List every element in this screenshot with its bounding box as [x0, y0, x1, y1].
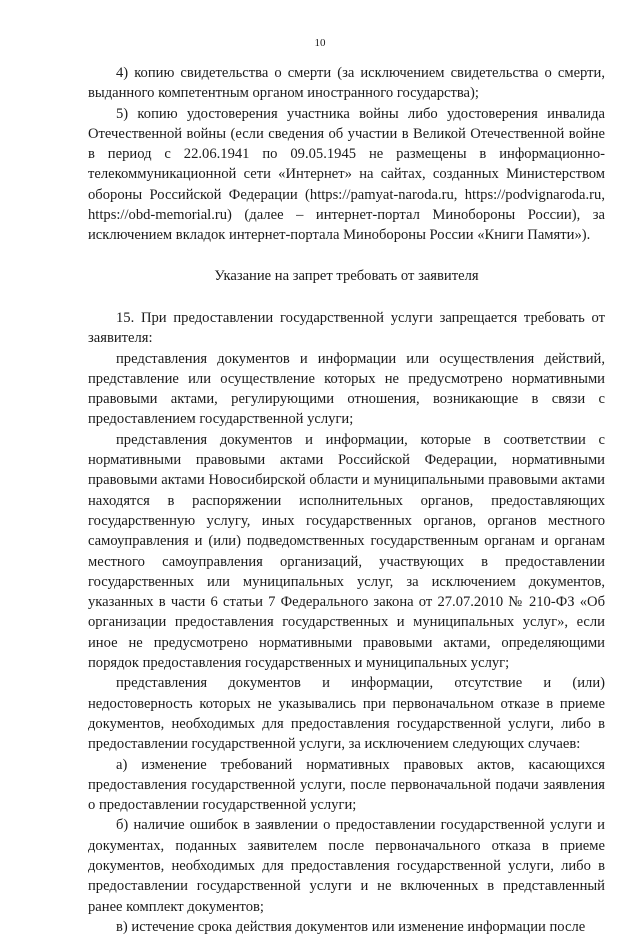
paragraph-prohibition-documents: представления документов и информации, которые в соответствии с нормативными правовыми актами Российской Федерации, нормативными правовыми актами Новосибирской области и муниципальными правовыми актами находятся в распоряжении исполнительных органов, предоставляющих государственную услугу, иных государственных органов, органов местного самоуправления и (или) подведомственных государственным органам и органам местного самоуправления организаций, участвующих в предоставлении государственных или муниципальных услуг, за исключением документов, указанных в части 6 статьи 7 Федерального закона от 27.07.2010 № 210-ФЗ «Об организации предоставления государственных и муниципальных услуг», если иное не предусмотрено нормативными правовыми актами, определяющими порядок предоставления государственных и муниципальных услуг; — [88, 431, 605, 672]
page-number: 10 — [314, 37, 326, 49]
paragraph-case-b: б) наличие ошибок в заявлении о предоставлении государственной услуги и документах, поданных заявителем после первоначального отказа в приеме документов, необходимых для предоставления государственной услуги, либо в предоставлении государственной услуги и не включенных в представленный ранее комплект документов; — [88, 817, 605, 915]
paragraph-case-a: а) изменение требований нормативных правовых актов, касающихся предоставления государственной услуги, после первоначальной подачи заявления о предоставлении государственной услуги; — [88, 756, 605, 814]
paragraph-item-5: 5) копию удостоверения участника войны либо удостоверения инвалида Отечественной войны (если сведения об участии в Великой Отечественной войне в период с 22.06.1941 по 09.05.1945 не размещены в информационно-телекоммуникационной сети «Интернет» на сайтах, созданных Министерством обороны Российской Федерации (https://pamyat-naroda.ru, https://podvignaroda.ru, https://obd-memorial.ru) (далее – интернет-портал Минобороны России), за исключением вкладок интернет-портала Минобороны России «Книги Памяти»). — [88, 105, 605, 244]
section-heading: Указание на запрет требовать от заявителя — [214, 267, 479, 284]
document-body — [88, 63, 605, 937]
paragraph-prohibition-actions: представления документов и информации или осуществления действий, представление или осуществление которых не предусмотрено нормативными правовыми актами, регулирующими отношения, возникающие в связи с предоставлением государственной услуги; — [88, 350, 605, 428]
paragraph-clause-15: 15. При предоставлении государственной услуги запрещается требовать от заявителя: — [88, 309, 605, 347]
paragraph-prohibition-refusal: представления документов и информации, отсутствие и (или) недостоверность которых не указывались при первоначальном отказе в приеме документов, необходимых для предоставления государственной услуги, либо в предоставлении государственной услуги, за исключением следующих случаев: — [88, 675, 605, 753]
paragraph-case-c: в) истечение срока действия документов или изменение информации после — [116, 918, 586, 935]
paragraph-item-4: 4) копию свидетельства о смерти (за исключением свидетельства о смерти, выданного компетентным органом иностранного государства); — [88, 65, 605, 102]
